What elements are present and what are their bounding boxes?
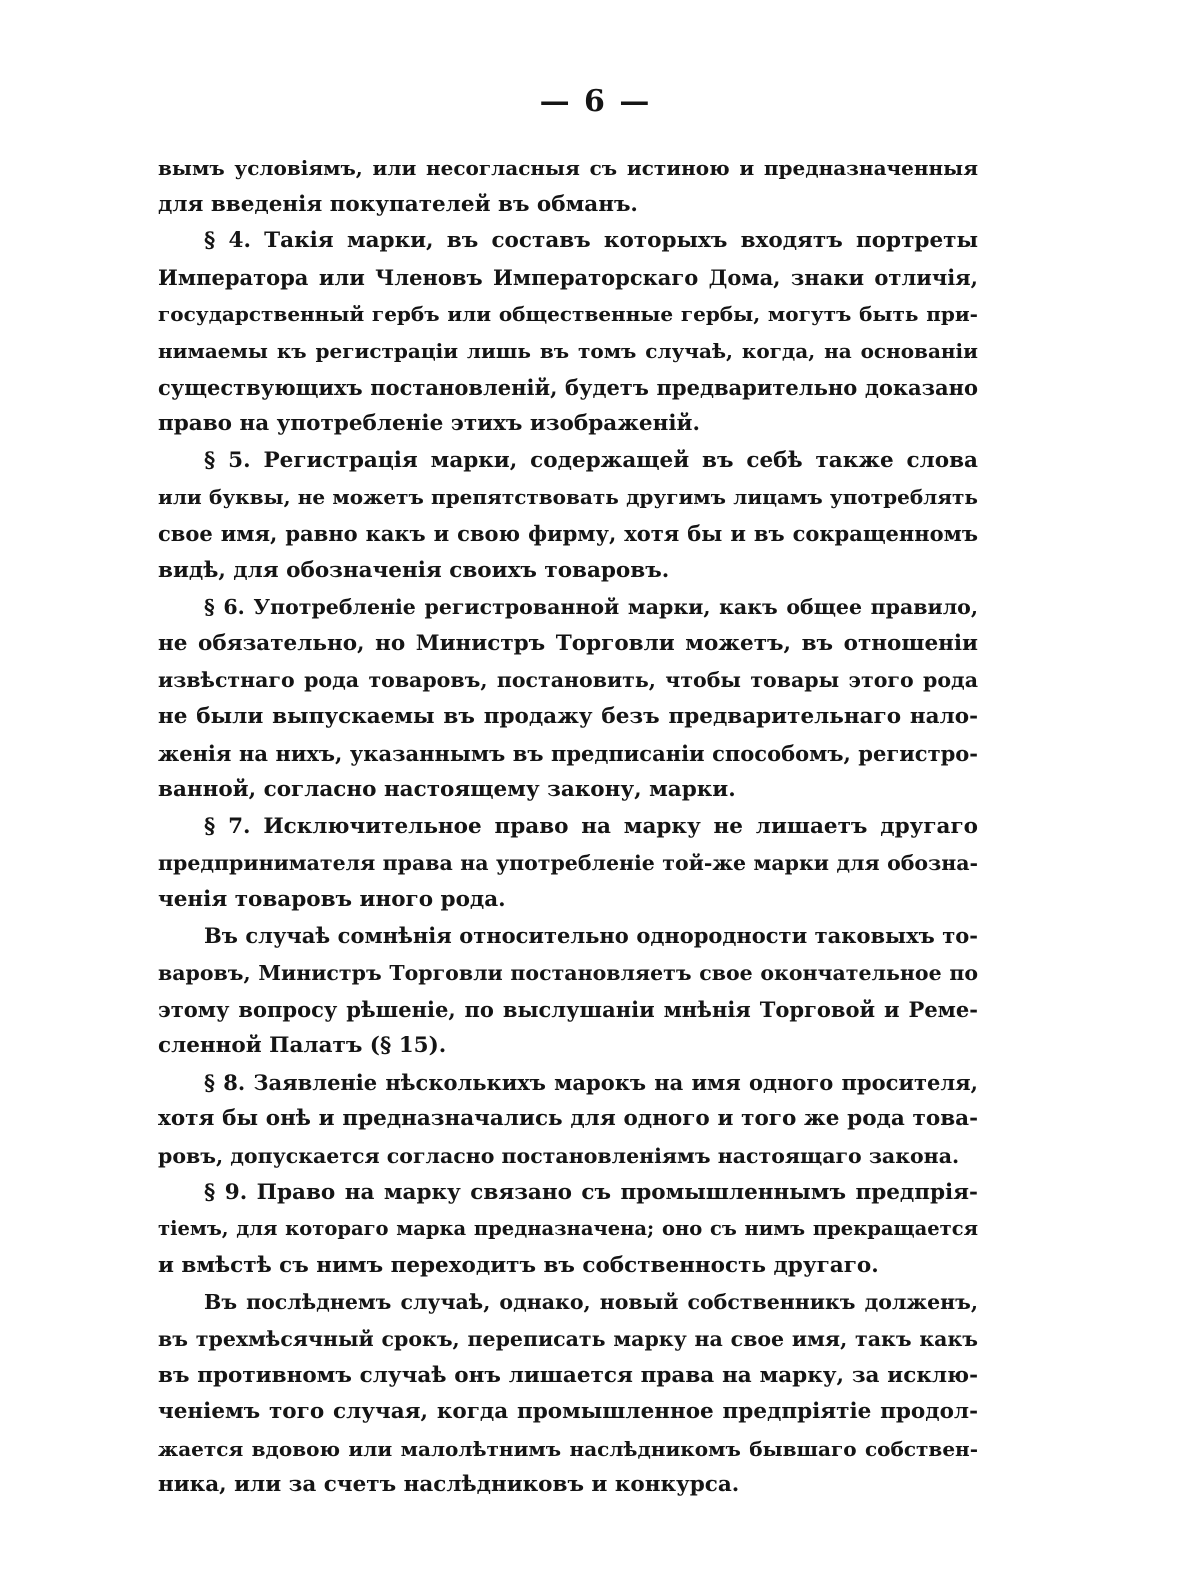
text-line: Въ послѣднемъ случаѣ, однако, новый собственникъ долженъ, xyxy=(204,1290,978,1315)
text-line: этому вопросу рѣшеніе, по выслушаніи мнѣнія Торговой и Реме- xyxy=(158,996,978,1022)
text-line: въ трехмѣсячный срокъ, переписать марку на свое имя, такъ какъ xyxy=(158,1327,978,1351)
text-line: нимаемы къ регистраціи лишь въ томъ случаѣ, когда, на основаніи xyxy=(158,338,978,363)
text-line: § 7. Исключительное право на марку не лишаетъ другаго xyxy=(204,813,978,839)
text-line: вымъ условіямъ, или несогласныя съ истиною и предназначенныя xyxy=(158,156,978,180)
text-line: или буквы, не можетъ препятствовать другимъ лицамъ употреблять xyxy=(158,485,978,510)
page-number-header: — 6 — xyxy=(539,84,652,119)
text-line: § 9. Право на марку связано съ промышленнымъ предпрія- xyxy=(204,1179,978,1205)
text-line: не были выпускаемы въ продажу безъ предварительнаго нало- xyxy=(158,703,978,729)
text-line: ровъ, допускается согласно постановленіямъ настоящаго закона. xyxy=(158,1144,960,1169)
text-line: право на употребленіе этихъ изображеній. xyxy=(158,411,700,437)
text-line: для введенія покупателей въ обманъ. xyxy=(158,191,638,217)
text-line: жается вдовою или малолѣтнимъ наслѣдникомъ бывшаго собствен- xyxy=(158,1436,978,1461)
text-line: видѣ, для обозначенія своихъ товаровъ. xyxy=(158,557,670,583)
text-line: § 8. Заявленіе нѣсколькихъ марокъ на имя одного просителя, xyxy=(204,1069,978,1095)
text-line: свое имя, равно какъ и свою фирму, хотя бы и въ сокращенномъ xyxy=(158,520,978,546)
text-line: извѣстнаго рода товаровъ, постановить, чтобы товары этого рода xyxy=(158,668,978,693)
text-line: государственный гербъ или общественные гербы, могутъ быть при- xyxy=(158,302,978,327)
text-line: не обязательно, но Министръ Торговли можетъ, въ отношеніи xyxy=(158,630,978,656)
text-line: § 5. Регистрація марки, содержащей въ себѣ также слова xyxy=(204,447,978,473)
text-line: ченіемъ того случая, когда промышленное предпріятіе продол- xyxy=(158,1399,978,1425)
text-line: ванной, согласно настоящему закону, марки. xyxy=(158,777,736,803)
text-line: и вмѣстѣ съ нимъ переходитъ въ собственность другаго. xyxy=(158,1252,879,1278)
body-text xyxy=(158,150,978,1504)
text-line: ника, или за счетъ наслѣдниковъ и конкурса. xyxy=(158,1472,740,1498)
text-line: тіемъ, для котораго марка предназначена; оно съ нимъ прекращается xyxy=(158,1217,978,1241)
text-line: § 6. Употребленіе регистрованной марки, какъ общее правило, xyxy=(204,595,978,620)
text-line: Императора или Членовъ Императорскаго Дома, знаки отличія, xyxy=(158,264,978,290)
text-line: § 4. Такія марки, въ составъ которыхъ входятъ портреты xyxy=(204,228,978,254)
text-line: варовъ, Министръ Торговли постановляетъ свое окончательное по xyxy=(158,961,978,986)
text-line: въ противномъ случаѣ онъ лишается права на марку, за исклю- xyxy=(158,1362,978,1388)
text-line: существующихъ постановленій, будетъ предварительно доказано xyxy=(158,374,978,400)
text-line: сленной Палатъ (§ 15). xyxy=(158,1033,447,1059)
text-line: предпринимателя права на употребленіе той-же марки для обозна- xyxy=(158,851,978,876)
text-line: ченія товаровъ иного рода. xyxy=(158,886,506,912)
text-line: Въ случаѣ сомнѣнія относительно однородности таковыхъ то- xyxy=(204,923,978,949)
text-line: женія на нихъ, указаннымъ въ предписаніи способомъ, регистро- xyxy=(158,740,978,766)
text-line: хотя бы онѣ и предназначались для одного и того же рода това- xyxy=(158,1106,978,1132)
